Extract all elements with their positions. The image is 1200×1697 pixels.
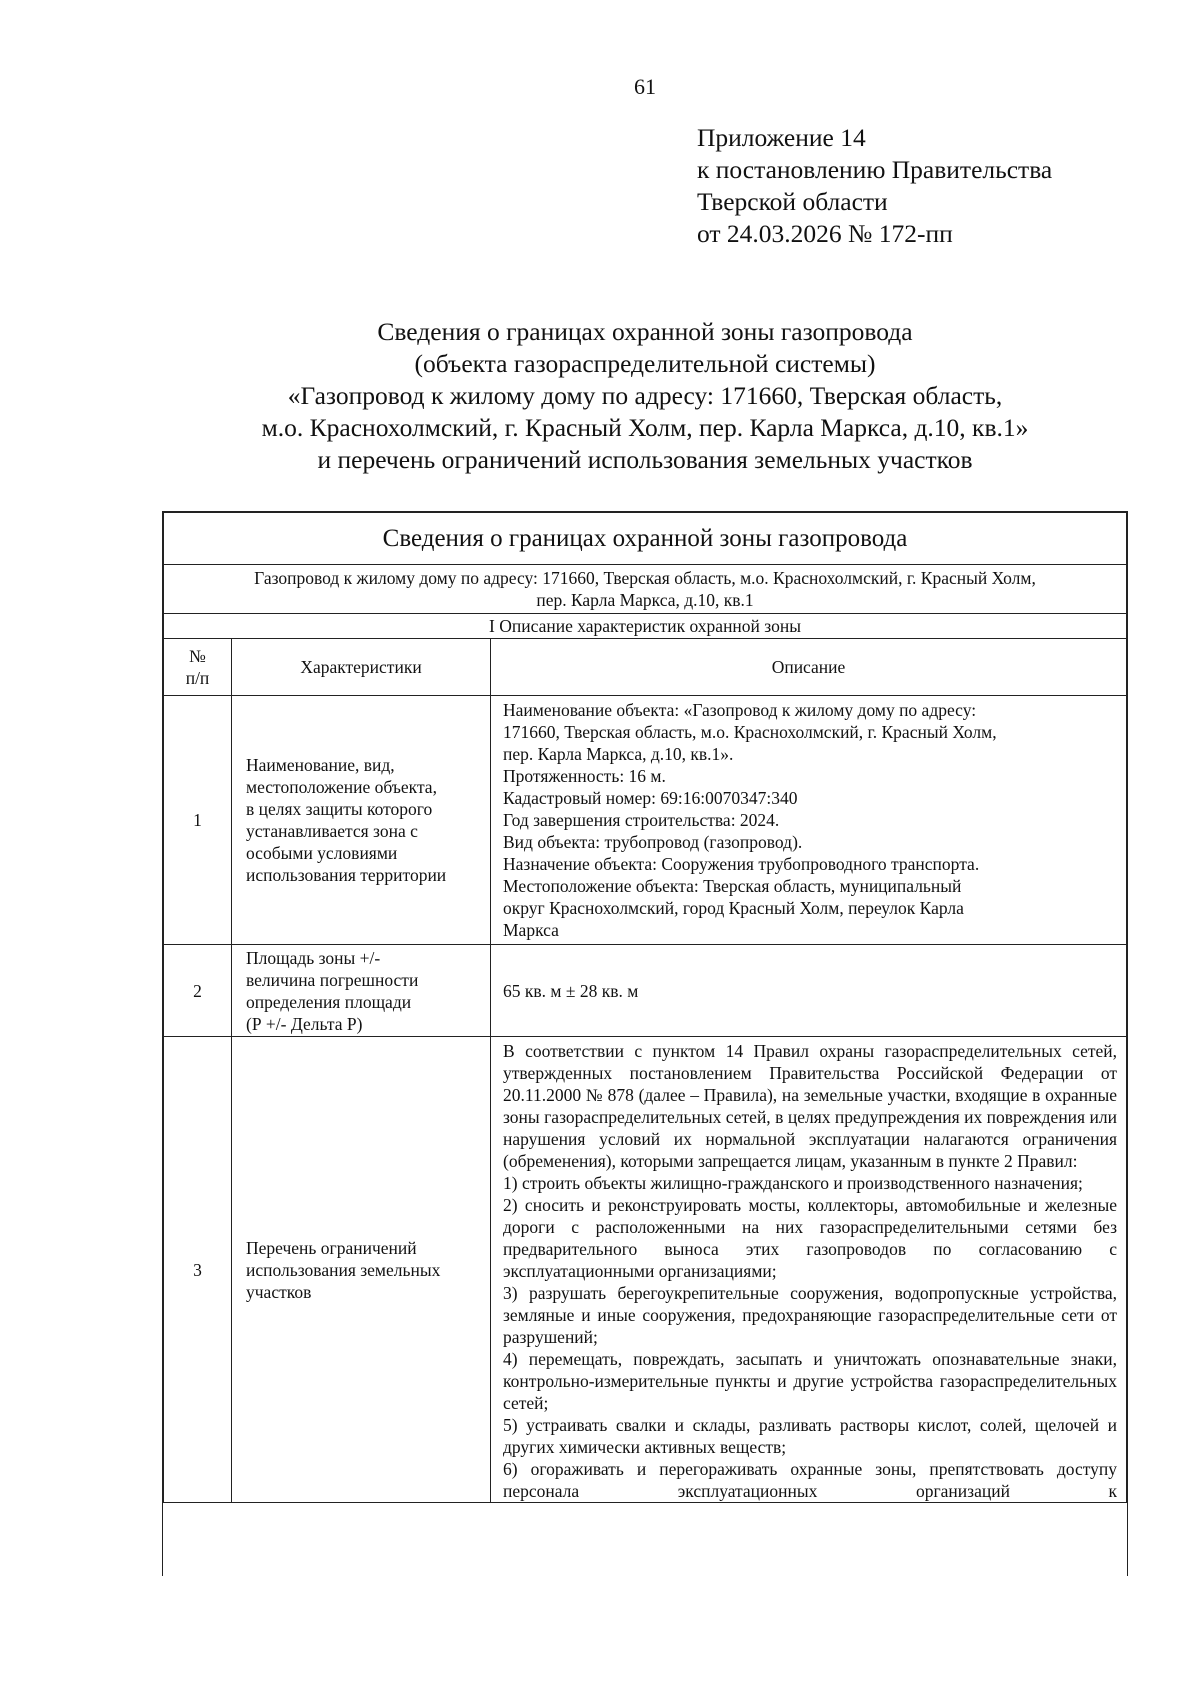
column-header-characteristics: Характеристики bbox=[232, 639, 491, 696]
row-characteristic bbox=[232, 945, 491, 1037]
description-line: Местоположение объекта: Тверская область, муниципальный bbox=[503, 876, 962, 896]
restriction-item: 1) строить объекты жилищно-гражданского и производственного назначения; bbox=[503, 1173, 1083, 1193]
row-number: 1 bbox=[164, 696, 232, 945]
title-line: (объекта газораспределительной системы) bbox=[414, 349, 876, 378]
description-line: округ Краснохолмский, город Красный Холм, переулок Карла bbox=[503, 898, 964, 918]
characteristic-line: Наименование, вид, bbox=[246, 755, 395, 775]
column-header-number bbox=[164, 639, 232, 696]
row-characteristic bbox=[232, 696, 491, 945]
restriction-item: 6) огораживать и перегораживать охранные зоны, препятствовать доступу персонала эксплуатационных организаций к bbox=[503, 1459, 1118, 1501]
characteristic-line: Площадь зоны +/- bbox=[246, 947, 381, 968]
description-line: Кадастровый номер: 69:16:0070347:340 bbox=[503, 788, 798, 808]
characteristic-line: (Р +/- Дельта Р) bbox=[246, 1013, 363, 1034]
table-object-name bbox=[164, 565, 1127, 614]
object-line: пер. Карла Маркса, д.10, кв.1 bbox=[536, 590, 754, 610]
characteristic-line: определения площади bbox=[246, 991, 412, 1012]
description-line: Протяженность: 16 м. bbox=[503, 766, 666, 786]
section-title: I Описание характеристик охранной зоны bbox=[164, 614, 1127, 639]
title-line: Сведения о границах охранной зоны газопровода bbox=[377, 317, 913, 346]
characteristic-line: особыми условиями bbox=[246, 843, 398, 863]
page-number: 61 bbox=[634, 74, 656, 99]
description-line: пер. Карла Маркса, д.10, кв.1». bbox=[503, 744, 734, 764]
restriction-item: 5) устраивать свалки и склады, разливать растворы кислот, солей, щелочей и других химически активных веществ; bbox=[503, 1415, 1118, 1457]
appendix-line: Приложение 14 bbox=[697, 123, 866, 152]
description-line: Маркса bbox=[503, 920, 559, 940]
characteristic-line: использования земельных bbox=[246, 1259, 441, 1280]
row-number: 3 bbox=[164, 1037, 232, 1503]
table-row bbox=[164, 945, 1127, 1037]
characteristic-line: участков bbox=[246, 1281, 312, 1302]
row-description: 65 кв. м ± 28 кв. м bbox=[491, 945, 1127, 1037]
row-characteristic bbox=[232, 1037, 491, 1503]
appendix-block bbox=[697, 122, 1052, 250]
column-header-number-line: п/п bbox=[185, 668, 210, 688]
appendix-line: Тверской области bbox=[697, 187, 888, 216]
description-line: Назначение объекта: Сооружения трубопроводного транспорта. bbox=[503, 854, 980, 874]
restriction-item: 3) разрушать берегоукрепительные сооружения, водопропускные устройства, земляные и иные сооружения, предохраняющие газораспределительные сети от разрушений; bbox=[503, 1283, 1118, 1347]
characteristic-line: местоположение объекта, bbox=[246, 777, 437, 797]
description-line: Год завершения строительства: 2024. bbox=[503, 810, 780, 830]
object-line: Газопровод к жилому дому по адресу: 171660, Тверская область, м.о. Краснохолмский, г. Красный Холм, bbox=[254, 568, 1036, 588]
restriction-item: 4) перемещать, повреждать, засыпать и уничтожать опознавательные знаки, контрольно-измерительные пункты и другие устройства газораспределительных сетей; bbox=[503, 1349, 1118, 1413]
row-description bbox=[491, 696, 1127, 945]
column-header-number-line: № bbox=[189, 646, 206, 666]
characteristic-line: в целях защиты которого bbox=[246, 799, 433, 819]
restriction-item: 2) сносить и реконструировать мосты, коллекторы, автомобильные и железные дороги с расположенными на них газораспределительными сетями без предварительного выноса этих газопроводов по согласованию с эксплуатационными организациями; bbox=[503, 1195, 1118, 1281]
row-description bbox=[491, 1037, 1127, 1503]
title-line: «Газопровод к жилому дому по адресу: 171660, Тверская область, bbox=[287, 381, 1003, 410]
title-line: м.о. Краснохолмский, г. Красный Холм, пер. Карла Маркса, д.10, кв.1» bbox=[261, 413, 1029, 442]
description-line: 171660, Тверская область, м.о. Краснохолмский, г. Красный Холм, bbox=[503, 722, 997, 742]
characteristic-line: устанавливается зона с bbox=[246, 821, 418, 841]
column-header-description: Описание bbox=[491, 639, 1127, 696]
characteristic-line: использования территории bbox=[246, 865, 447, 885]
description-paragraph: В соответствии с пунктом 14 Правил охраны газораспределительных сетей, утвержденных постановлением Правительства Российской Федерации от 20.11.2000 № 878 (далее – Правила), на земельные участки, входящие в охранные зоны газораспределительных сетей, в целях предупреждения их повреждения или нарушения условий их нормальной эксплуатации налагаются ограничения (обременения), которыми запрещается лицам, указанным в пункте 2 Правил: bbox=[503, 1041, 1118, 1171]
row-number: 2 bbox=[164, 945, 232, 1037]
characteristic-line: величина погрешности bbox=[246, 969, 419, 990]
description-line: Вид объекта: трубопровод (газопровод). bbox=[503, 832, 803, 852]
zone-table bbox=[163, 512, 1127, 1503]
appendix-line: от 24.03.2026 № 172-пп bbox=[697, 219, 953, 248]
table-heading: Сведения о границах охранной зоны газопровода bbox=[164, 513, 1127, 565]
appendix-line: к постановлению Правительства bbox=[697, 155, 1053, 184]
zone-table-frame bbox=[162, 511, 1128, 1576]
table-row bbox=[164, 1037, 1127, 1503]
characteristic-line: Перечень ограничений bbox=[246, 1237, 417, 1258]
description-line: Наименование объекта: «Газопровод к жилому дому по адресу: bbox=[503, 700, 977, 720]
table-row bbox=[164, 696, 1127, 945]
title-line: и перечень ограничений использования земельных участков bbox=[317, 445, 973, 474]
document-title bbox=[0, 316, 1200, 476]
